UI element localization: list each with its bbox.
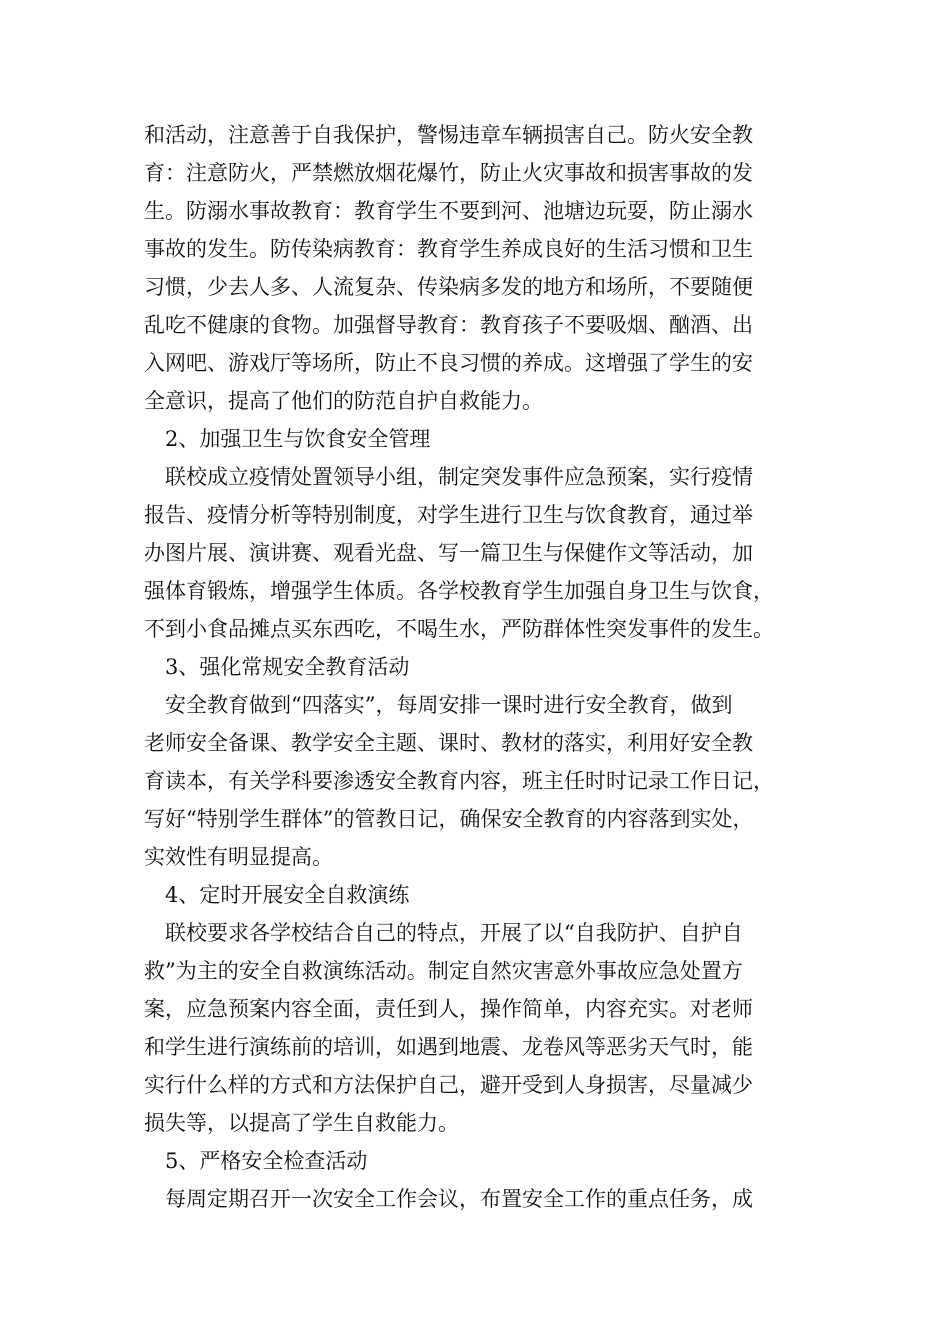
section-heading: 3、强化常规安全教育活动 (165, 655, 410, 679)
paragraph-line: 案，应急预案内容全面，责任到人，操作简单，内容充实。对老师 (144, 997, 753, 1021)
section-heading: 4、定时开展安全自救演练 (165, 883, 410, 907)
paragraph-line: 入网吧、游戏厅等场所，防止不良习惯的养成。这增强了学生的安 (144, 351, 753, 375)
section-heading: 5、严格安全检查活动 (165, 1149, 368, 1173)
paragraph-line: 和活动，注意善于自我保护，警惕违章车辆损害自己。防火安全教 (144, 123, 753, 147)
section-heading: 2、加强卫生与饮食安全管理 (165, 427, 431, 451)
paragraph-line: 办图片展、演讲赛、观看光盘、写一篇卫生与保健作文等活动，加 (144, 541, 753, 565)
paragraph-line: 老师安全备课、教学安全主题、课时、教材的落实，利用好安全教 (144, 731, 753, 755)
paragraph-line: 不到小食品摊点买东西吃，不喝生水，严防群体性突发事件的发生。 (144, 617, 774, 641)
paragraph-line: 写好“特别学生群体”的管教日记，确保安全教育的内容落到实处， (144, 807, 754, 831)
document-body (144, 116, 824, 1218)
paragraph-line: 习惯，少去人多、人流复杂、传染病多发的地方和场所，不要随便 (144, 275, 753, 299)
paragraph-line: 损失等，以提高了学生自救能力。 (144, 1111, 459, 1135)
paragraph-line: 实效性有明显提高。 (144, 845, 333, 869)
paragraph-line: 强体育锻炼，增强学生体质。各学校教育学生加强自身卫生与饮食， (144, 579, 774, 603)
paragraph-line: 救”为主的安全自救演练活动。制定自然灾害意外事故应急处置方 (144, 959, 743, 983)
paragraph-line: 育：注意防火，严禁燃放烟花爆竹，防止火灾事故和损害事故的发 (144, 161, 753, 185)
paragraph-line: 每周定期召开一次安全工作会议，布置安全工作的重点任务，成 (165, 1187, 753, 1211)
paragraph-line: 和学生进行演练前的培训，如遇到地震、龙卷风等恶劣天气时，能 (144, 1035, 753, 1059)
paragraph-line: 实行什么样的方式和方法保护自己，避开受到人身损害，尽量减少 (144, 1073, 753, 1097)
paragraph-line: 育读本，有关学科要渗透安全教育内容，班主任时时记录工作日记， (144, 769, 774, 793)
paragraph-line: 全意识，提高了他们的防范自护自救能力。 (144, 389, 543, 413)
paragraph-line: 乱吃不健康的食物。加强督导教育：教育孩子不要吸烟、酗酒、出 (144, 313, 753, 337)
paragraph-line: 安全教育做到“四落实”，每周安排一课时进行安全教育，做到 (165, 693, 733, 717)
paragraph-line: 联校成立疫情处置领导小组，制定突发事件应急预案，实行疫情 (165, 465, 753, 489)
paragraph-line: 事故的发生。防传染病教育：教育学生养成良好的生活习惯和卫生 (144, 237, 753, 261)
paragraph-line: 生。防溺水事故教育：教育学生不要到河、池塘边玩耍，防止溺水 (144, 199, 753, 223)
paragraph-line: 报告、疫情分析等特别制度，对学生进行卫生与饮食教育，通过举 (144, 503, 753, 527)
paragraph-line: 联校要求各学校结合自己的特点，开展了以“自我防护、自护自 (165, 921, 743, 945)
